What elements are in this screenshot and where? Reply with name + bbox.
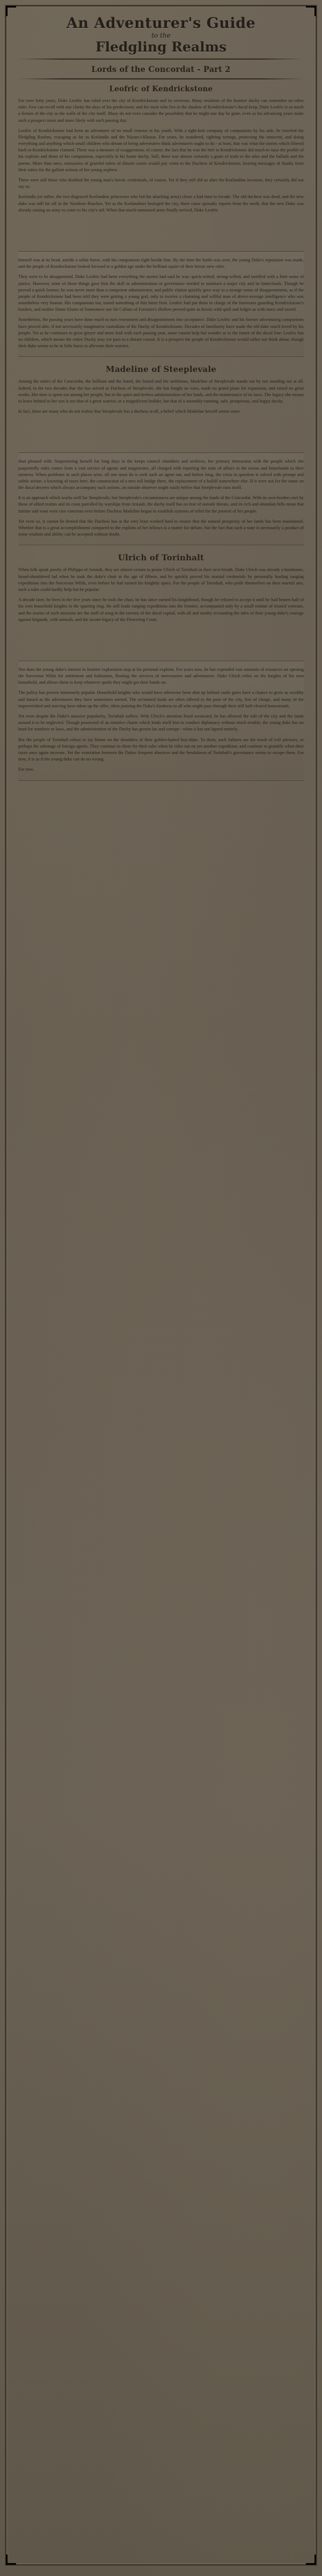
paragraph: Yet even despite the Duke's massive popularity, Torinhalt suffers. With Ulrich's attention fixed westward, he has allowed the rule of the city and the lands around it to be neglected. Though possessed of an intuitive charm which lends itself him to conduct diplomacy without much trouble, the young duke has no head for numbers or laws, and the administration of the Duchy has grown lax and corrupt - when it has not lapsed entirely. — [18, 714, 304, 732]
paragraph: But the people of Torinhalt refuse to lay blame on the shoulders of their golden-haired boy-duke. To them, such failures are the result of evil advisors, or perhaps the sabotage of foreign agents. They continue to cheer for their ruler when he rides out on yet another expedition, and continue to grumble when their taxes once again increase. Yet the veneration between the Dukes frequent absences and the breakdown of Torinhalt's governance seems to escape them. For now, it is as if the young duke can do no wrong. — [18, 737, 304, 762]
chapter-subtitle: Lords of the Concordat - Part 2 — [91, 64, 231, 74]
book-title-line-2: Fledgling Realms — [95, 39, 227, 55]
paragraph: It is an approach which works well for Steeplevale, but Steeplevale's circumstances are unique among the lands of the Concordat. With its own borders met by those of allied realms and its coast patrolled by warships from Arnault, the duchy itself has no fear of outside threats, and its rich and abundant hills mean that famine and want were rare concerns even before Duchess Madeline began to establish systems of relief for the poorest of her people. — [18, 495, 304, 514]
paragraph: Yet even so, it cannot be denied that the Duchess has at the very least worked hard to ensure that the natural prosperity of her lands has been maintained. Whether that is a great accomplishment compared to the exploits of her fellows is a matter for debate, but the fact that such a state is necessarily a product of some wisdom and ability can be accepted without doubt. — [18, 518, 304, 537]
corner-ornament-top-left — [6, 6, 16, 16]
section-leofric — [18, 85, 304, 214]
paragraph: than pleased with. Sequestering herself for long days in the keeps council chambers and archives, her primary interaction with the people which she purportedly rules comes from a vast service of agents and magistrates, all charged with reporting the state of affairs in the towns and hinterlands to their mistress. When problems in such places arise, all one must do is seek such an agent out, and before long, the crisis in question is solved with prompt and subtle action: a lowering of taxes here, the construction of a new toll bridge there, the replacement of a bailiff somewhere else. If it were not for the name on the ducal decrees which always accompany such actions, an outside observer might easily belive that Steeplevale runs itself. — [18, 459, 304, 491]
section-heading-leofric: Leofric of Kendrickstone — [109, 84, 213, 93]
paragraph: Leofric of Kendrickstone had been an adventurer of no small renown in his youth. With a tight-knit company of companions by his side, he traveled the Fledgling Realms, voyaging as far as Korlandis and the Nizam-i-Khazar. For years, he wandered, righting wrongs, protecting the innocent, and doing everything and anything which small children who dream of being adventurers think adventurers ought to do - at least, that was what the stories which filtered back to Kendrickstone claimed. There was a measure of exaggeration, of course; the fact that he was the heir to Kendrickstone did much to raise the profile of his exploits and those of his companions, especially in his home duchy. Still, there was almost certainly a grain of truth to the tales and the ballads and the poems. More than once, emissaries of grateful rulers of distant courts would pay visits to the Duchess of Kendrickstone, bearing messages of thanks from their rulers for the gallant actions of her young nephew. — [18, 128, 304, 172]
section-heading-madeline: Madeline of Steeplevale — [106, 364, 216, 375]
paragraph: Nor does the young duke's interest in frontier exploration stop at his personal exploits. For years now, he has expended vast amounts of resources on opening the Sorcerous Wilds for settlement and habitation, flouting the services of mercenaries and adventurers. Duke Ulrich relies on the knights of his own household, and allows them to keep whatever spoils they might get their hands on. — [18, 667, 304, 685]
paragraph: When folk speak poorly of Philippa of Arnault, they are almost certain to praise Ulrich of Torinhalt in their next breath. Duke Ulrich was already a handsome, broad-shouldered lad when he took the duke's chair at the age of fifteen, and he quickly proved his martial credentials by personally leading ranging expeditions into the Sorcerous Wilds, even before he had earned his knightly spurs. For the people of Torinhalt, who pride themselves on their martial airs, such a ruler could hardly help but be popular. — [18, 567, 304, 592]
page-border-frame — [5, 5, 317, 2565]
paragraph: They were to be disappointed. Duke Leofric had been everything the stories had said he was: quick-witted, strong-willed, and instilled with a firm sense of justice. However, none of those things gave him the skill in administration or governance needed to maintain a major city and its hinterlands. Though he proved a quick learner, he was never more than a competent administrator, and public elation quickly gave way to a strange sense of disappointment, as if the people of Kendrickstone had been told they were getting a young god, only to receive a charming and willful man of above-average intelligence who was nonetheless very human. His companions too, tasted something of this bitter fruit. Leofric had put them in charge of the fortresses guarding Kendrickstone's borders, and neither Dame Elaine of Sonnemere nor Sir Callum of Forestire's Hollow proved quite as heroic with quill and ledger as with mace and sword. — [18, 274, 304, 312]
subtitle-divider — [18, 78, 304, 79]
book-title-block — [18, 16, 304, 54]
paragraph: For now. — [18, 767, 34, 772]
paragraph: In fact, there are many who do not realise that Steeplevale has a duchess at all, a belief which Madeline herself seems more — [18, 409, 240, 414]
paragraph: The policy has proven immensely popular. Household knights who would have otherwise been shut up behind castle gates have a chance to grow as wealthy and famed as the adventurers they have sometimes envied. The reclaimed lands are often offered to the poor of the city, free of charge, and many of the impoverished and starving have taken up the offer, often praising the Duke's kindness to all who might pass through their still half-cleared homesteads. — [18, 690, 304, 708]
section-leofric-continued — [18, 251, 304, 357]
paragraph: Among the rulers of the Concordat, the brilliant and the hated, the famed and the ambitious, Madeline of Steeplevale stands out by not standing out at all. Indeed, in the two decades that she has served as Duchess of Steeplevale, she has fought no wars, made no grand plans for expansion, and raised no great works. Her time is spent not among her people, but in the quiet and tireless administration of her lands, and the maintenance of its laws. The legacy she means to leave behind to her son is not that of a great warrior, or a magnificent builder, but that of a smoothly-running, safe, prosperous, and happy duchy. — [18, 379, 304, 404]
corner-ornament-bottom-left — [6, 2555, 16, 2565]
section-gap — [18, 420, 304, 445]
corner-ornament-top-right — [306, 6, 316, 16]
book-title-line-1: An Adventurer's Guide — [66, 15, 256, 32]
paragraph: himself was at its head, astride a white horse, with his companions right beside him. By the time the battle was over, the young Duke's reputation was made, and the people of Kendrickstone looked forward to a golden age under the brilliant squire of their heroic new ruler. — [18, 257, 304, 269]
title-divider — [18, 58, 304, 60]
section-ulrich — [18, 553, 304, 623]
paragraph: Korlandis (or rather, the two disgraced Korlandine princesses who led the attacking army) chose a bad time to invade. The old duchess was dead, and the new duke was still far off in the Northern Reaches. Yet as the Korlandines besieged the city, there came sporadic reports from the north, that the new Duke was already raising an army to come to his city's aid. When that much-rumoured army finally arrived, Duke Leofric — [18, 194, 304, 213]
paragraph: For over forty years, Duke Leofric has ruled over the city of Kendrickstone and its environs. Many residents of the frontier duchy can remember no other ruler. Few can recall with any clarity the days of his predecessor, and for most who live in the shadow of Kendrickstone's ducal keep, Duke Leofric is as much a fixture of the city as the walls of the city itself. Many do not even consider the possibility that he might one day be gone, even as his advancing years make such a prospect more and more likely with each passing day. — [18, 98, 304, 123]
paragraph: Nonetheless, the passing years have done much to turn resentment and disappointment into acceptance. Duke Leofric and his former adventuring companions have proved able, if not necessarily imaginative custodians of the Duchy of Kendrickstone. Decades of familiarity have made the old duke much loved by his people. Yet as he continues to grow greyer and more frail with each passing year, some cannot help but wonder as to the future of the ducal line: Leofric has no children, which means the entire Duchy may yet pass to a distant cousin. It is a prospect the people of Kendrickstone would rather not think about, though their duke seems to be in little hurry to alleviate their worries. — [18, 317, 304, 349]
section-madeline-continued — [18, 452, 304, 545]
paragraph: There were still those who doubted the young man's heroic credentials, of course. Yet if they still did so after the Korlandine invasion, they certainly did not say so. — [18, 178, 304, 189]
book-title-connector: to the — [151, 32, 171, 40]
section-gap — [18, 628, 304, 653]
section-madeline — [18, 364, 304, 415]
paragraph: A decade later, he lives in the five years since he took the chair, he has since earned his knighthood, though he refused to accept it until he had beaten half of his own household knights in the sparring ring. He still leads ranging expeditions into the frontier, accompanied only by a small retinue of trusted veterans, and the stories of such missions are the stuff of song in the taverns of the ducal capital, with all and sundry recounting the tales of their young duke's courage against brigands, wild animals, and the arcane legacy of the Flowering Court. — [18, 597, 304, 622]
section-ulrich-continued — [18, 661, 304, 781]
section-heading-ulrich: Ulrich of Torinhalt — [118, 553, 204, 563]
section-gap — [18, 219, 304, 244]
corner-ornament-bottom-right — [306, 2555, 316, 2565]
